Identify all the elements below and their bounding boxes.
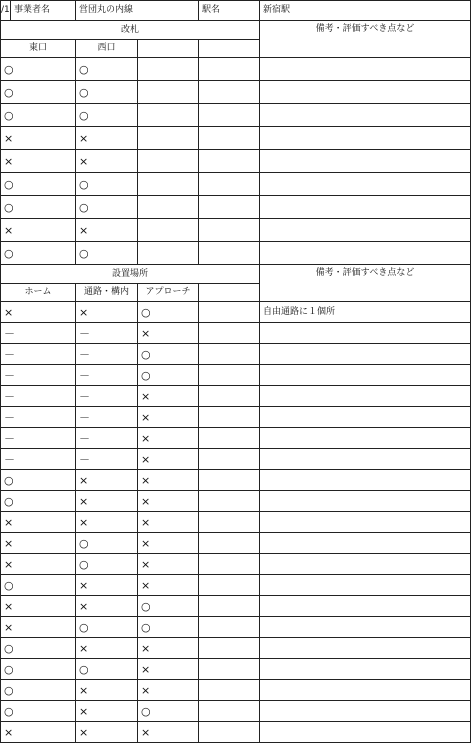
locations-row: [1, 617, 471, 638]
location-note: [260, 344, 471, 365]
gate-note: [260, 173, 471, 196]
location-passage-value: ×: [76, 491, 138, 512]
location-platform-value: ×: [1, 617, 76, 638]
location-note: [260, 680, 471, 701]
location-note: [260, 701, 471, 722]
location-platform-value: －: [1, 407, 76, 428]
location-passage-value: ×: [76, 512, 138, 533]
location-platform-value: －: [1, 365, 76, 386]
gate-blank-value: [138, 127, 199, 150]
location-passage-value: －: [76, 344, 138, 365]
locations-title-row: [1, 265, 471, 284]
gate-blank-value: [138, 58, 199, 81]
location-approach-value: ○: [138, 344, 199, 365]
gates-row: [1, 58, 471, 81]
locations-row: [1, 428, 471, 449]
gate-blank-value: [199, 219, 260, 242]
location-approach-value: ○: [138, 617, 199, 638]
location-blank-value: [199, 722, 260, 743]
location-passage-value: ○: [76, 659, 138, 680]
gate-east-value: ○: [1, 173, 76, 196]
location-platform-value: ○: [1, 470, 76, 491]
location-platform-value: ○: [1, 659, 76, 680]
location-blank-value: [199, 701, 260, 722]
location-passage-value: ×: [76, 638, 138, 659]
header-row: [1, 1, 471, 21]
location-note: [260, 512, 471, 533]
gate-blank-value: [199, 81, 260, 104]
gate-east-value: ×: [1, 127, 76, 150]
location-note: [260, 722, 471, 743]
gate-west-value: ×: [76, 127, 138, 150]
location-note: [260, 575, 471, 596]
location-approach-value: ×: [138, 722, 199, 743]
gate-blank-value: [199, 104, 260, 127]
location-blank-value: [199, 533, 260, 554]
location-passage-value: ×: [76, 701, 138, 722]
location-blank-value: [199, 428, 260, 449]
location-note: [260, 323, 471, 344]
locations-row: [1, 512, 471, 533]
gate-blank-value: [199, 242, 260, 265]
locations-row: [1, 470, 471, 491]
location-passage-value: －: [76, 386, 138, 407]
location-note: [260, 407, 471, 428]
gate-note: [260, 196, 471, 219]
station-value: 新宿駅: [260, 1, 471, 21]
station-label: 駅名: [199, 1, 260, 21]
gate-east-value: ○: [1, 58, 76, 81]
gate-blank-value: [138, 219, 199, 242]
locations-col-blank: [199, 284, 260, 302]
gate-west-value: ○: [76, 81, 138, 104]
gate-blank-value: [138, 173, 199, 196]
location-blank-value: [199, 323, 260, 344]
location-platform-value: ×: [1, 533, 76, 554]
location-blank-value: [199, 491, 260, 512]
location-approach-value: ×: [138, 554, 199, 575]
location-blank-value: [199, 617, 260, 638]
location-approach-value: ×: [138, 638, 199, 659]
locations-row: [1, 302, 471, 323]
gate-east-value: ○: [1, 104, 76, 127]
gates-row: [1, 196, 471, 219]
gate-blank-value: [199, 173, 260, 196]
gates-title-row: [1, 21, 471, 40]
location-approach-value: ×: [138, 512, 199, 533]
gate-west-value: ○: [76, 173, 138, 196]
locations-row: [1, 596, 471, 617]
gates-title: 改札: [1, 21, 260, 40]
location-blank-value: [199, 344, 260, 365]
location-blank-value: [199, 365, 260, 386]
gate-west-value: ○: [76, 58, 138, 81]
location-approach-value: ×: [138, 470, 199, 491]
location-note: [260, 428, 471, 449]
gate-blank-value: [138, 150, 199, 173]
location-passage-value: ○: [76, 554, 138, 575]
locations-row: [1, 722, 471, 743]
gates-row: [1, 173, 471, 196]
location-blank-value: [199, 596, 260, 617]
location-approach-value: ×: [138, 323, 199, 344]
location-platform-value: ×: [1, 722, 76, 743]
location-note: [260, 386, 471, 407]
location-platform-value: －: [1, 344, 76, 365]
gate-note: [260, 150, 471, 173]
locations-row: [1, 323, 471, 344]
location-approach-value: ○: [138, 302, 199, 323]
gate-note: [260, 104, 471, 127]
location-approach-value: ×: [138, 428, 199, 449]
location-approach-value: ×: [138, 575, 199, 596]
gate-east-value: ○: [1, 81, 76, 104]
gates-col-blank: [138, 40, 199, 58]
location-blank-value: [199, 470, 260, 491]
gate-east-value: ×: [1, 219, 76, 242]
gate-west-value: ×: [76, 219, 138, 242]
locations-row: [1, 407, 471, 428]
locations-col-passage: 通路・構内: [76, 284, 138, 302]
location-platform-value: ○: [1, 491, 76, 512]
operator-value: 営団丸の内線: [76, 1, 199, 21]
gate-note: [260, 58, 471, 81]
location-blank-value: [199, 680, 260, 701]
location-passage-value: ×: [76, 680, 138, 701]
location-passage-value: ×: [76, 596, 138, 617]
gate-note: [260, 219, 471, 242]
locations-row: [1, 344, 471, 365]
location-passage-value: ×: [76, 302, 138, 323]
gate-west-value: ○: [76, 104, 138, 127]
locations-row: [1, 680, 471, 701]
gates-row: [1, 81, 471, 104]
location-approach-value: ×: [138, 491, 199, 512]
location-blank-value: [199, 302, 260, 323]
location-approach-value: ×: [138, 386, 199, 407]
location-platform-value: －: [1, 428, 76, 449]
location-platform-value: ○: [1, 575, 76, 596]
gates-row: [1, 150, 471, 173]
location-note: [260, 533, 471, 554]
location-passage-value: ○: [76, 533, 138, 554]
location-note: [260, 491, 471, 512]
gates-notes-header: 備考・評価すべき点など: [260, 21, 471, 58]
location-blank-value: [199, 386, 260, 407]
gates-row: [1, 242, 471, 265]
gate-note: [260, 127, 471, 150]
location-passage-value: －: [76, 428, 138, 449]
gate-note: [260, 242, 471, 265]
gate-blank-value: [138, 104, 199, 127]
location-approach-value: ○: [138, 701, 199, 722]
location-blank-value: [199, 575, 260, 596]
location-approach-value: ×: [138, 407, 199, 428]
location-platform-value: ×: [1, 596, 76, 617]
locations-row: [1, 701, 471, 722]
location-platform-value: －: [1, 323, 76, 344]
location-platform-value: ×: [1, 512, 76, 533]
gates-row: [1, 219, 471, 242]
location-platform-value: －: [1, 386, 76, 407]
gate-blank-value: [138, 242, 199, 265]
location-blank-value: [199, 638, 260, 659]
locations-row: [1, 575, 471, 596]
gate-blank-value: [199, 196, 260, 219]
location-passage-value: －: [76, 365, 138, 386]
gate-blank-value: [138, 81, 199, 104]
location-passage-value: ×: [76, 575, 138, 596]
gate-blank-value: [199, 58, 260, 81]
locations-row: [1, 638, 471, 659]
gate-west-value: ×: [76, 150, 138, 173]
location-platform-value: ×: [1, 554, 76, 575]
location-approach-value: ×: [138, 680, 199, 701]
gate-blank-value: [199, 127, 260, 150]
locations-col-platform: ホーム: [1, 284, 76, 302]
location-platform-value: ×: [1, 302, 76, 323]
gate-blank-value: [138, 196, 199, 219]
location-approach-value: ○: [138, 596, 199, 617]
location-blank-value: [199, 659, 260, 680]
location-note: 自由通路に１個所: [260, 302, 471, 323]
location-passage-value: －: [76, 407, 138, 428]
gates-row: [1, 104, 471, 127]
location-note: [260, 617, 471, 638]
gate-note: [260, 81, 471, 104]
location-blank-value: [199, 449, 260, 470]
locations-row: [1, 554, 471, 575]
gate-blank-value: [199, 150, 260, 173]
location-note: [260, 449, 471, 470]
locations-notes-header: 備考・評価すべき点など: [260, 265, 471, 302]
gate-east-value: ○: [1, 242, 76, 265]
location-blank-value: [199, 512, 260, 533]
location-blank-value: [199, 554, 260, 575]
gate-east-value: ○: [1, 196, 76, 219]
locations-row: [1, 659, 471, 680]
location-note: [260, 365, 471, 386]
location-platform-value: ○: [1, 701, 76, 722]
location-note: [260, 554, 471, 575]
operator-label: 事業者名: [11, 1, 76, 21]
location-platform-value: ○: [1, 680, 76, 701]
gate-west-value: ○: [76, 196, 138, 219]
location-note: [260, 638, 471, 659]
location-passage-value: ×: [76, 722, 138, 743]
location-platform-value: ○: [1, 638, 76, 659]
locations-row: [1, 449, 471, 470]
gate-east-value: ×: [1, 150, 76, 173]
location-note: [260, 659, 471, 680]
sheet-id-fragment: /1: [1, 1, 11, 21]
location-note: [260, 470, 471, 491]
location-approach-value: ○: [138, 365, 199, 386]
locations-col-approach: アプローチ: [138, 284, 199, 302]
location-passage-value: －: [76, 449, 138, 470]
location-blank-value: [199, 407, 260, 428]
locations-row: [1, 491, 471, 512]
location-passage-value: ○: [76, 617, 138, 638]
gates-col-blank: [199, 40, 260, 58]
gates-row: [1, 127, 471, 150]
location-approach-value: ×: [138, 533, 199, 554]
location-passage-value: －: [76, 323, 138, 344]
locations-row: [1, 365, 471, 386]
locations-row: [1, 386, 471, 407]
location-approach-value: ×: [138, 449, 199, 470]
location-approach-value: ×: [138, 659, 199, 680]
location-platform-value: －: [1, 449, 76, 470]
gates-col-east: 東口: [1, 40, 76, 58]
gate-west-value: ○: [76, 242, 138, 265]
locations-title: 設置場所: [1, 265, 260, 284]
gates-col-west: 西口: [76, 40, 138, 58]
location-note: [260, 596, 471, 617]
location-passage-value: ×: [76, 470, 138, 491]
locations-row: [1, 533, 471, 554]
